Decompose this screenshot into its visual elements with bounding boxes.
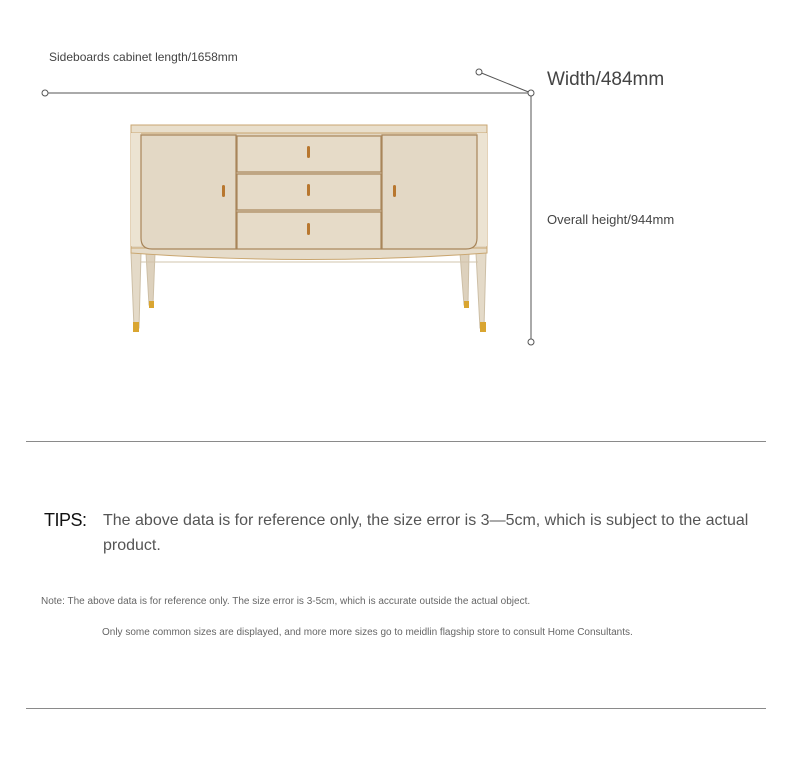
right-door — [382, 135, 477, 249]
length-dimension-line — [42, 90, 531, 96]
consult-line: Only some common sizes are displayed, and more more sizes go to meidlin flagship store to consult Home Consultants. — [102, 627, 633, 638]
left-door — [141, 135, 236, 249]
height-dimension-line — [528, 90, 534, 345]
tips-heading: TIPS: — [44, 510, 87, 530]
length-label: Sideboards cabinet length/1658mm — [49, 50, 238, 64]
cabinet-legs — [131, 253, 486, 332]
note-line: Note: The above data is for reference only. The size error is 3-5cm, which is accurate outside the actual object. — [41, 596, 531, 607]
sideboard-cabinet-image — [131, 125, 487, 332]
width-label: Width/484mm — [547, 69, 665, 90]
tips-text: The above data is for reference only, the size error is 3—5cm, which is subject to the actual product. — [103, 512, 749, 554]
width-dimension-line — [476, 69, 531, 93]
divider-top — [26, 441, 766, 442]
divider-bottom — [26, 708, 766, 709]
height-label: Overall height/944mm — [547, 212, 675, 227]
